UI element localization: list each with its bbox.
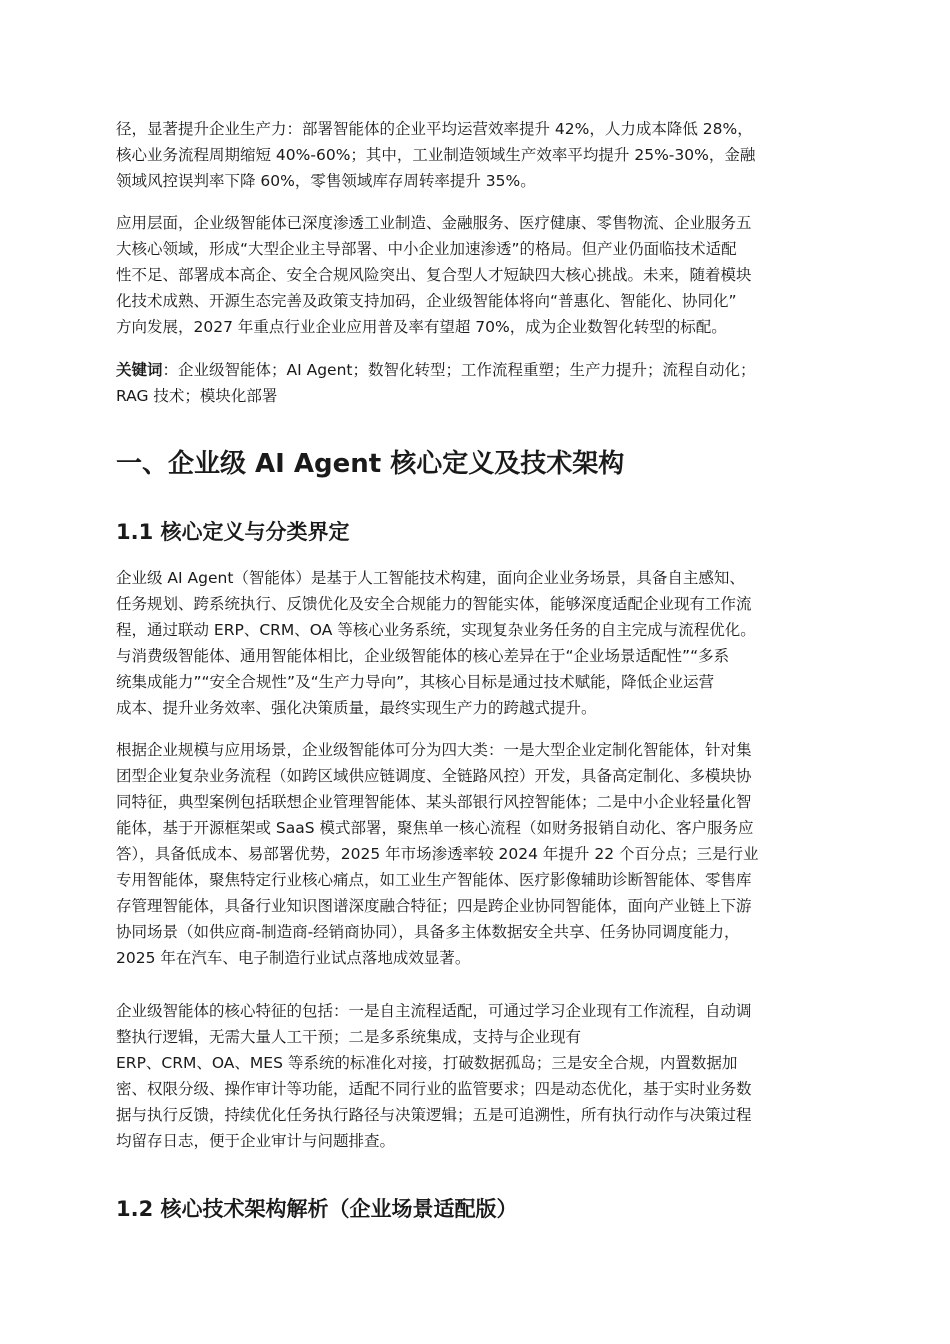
text-line: 均留存日志，便于企业审计与问题排查。: [116, 1132, 396, 1150]
section-1-1-heading: 1.1 核心定义与分类界定: [116, 520, 350, 544]
keywords-paragraph: [116, 357, 836, 409]
text-line: 同特征，典型案例包括联想企业管理智能体、某头部银行风控智能体；二是中小企业轻量化智: [116, 793, 752, 811]
text-line: 存管理智能体，具备行业知识图谱深度融合特征；四是跨企业协同智能体，面向产业链上下游: [116, 897, 752, 915]
abstract-continuation-paragraph: [116, 116, 836, 194]
keywords-line: [116, 357, 836, 383]
text-line: 化技术成熟、开源生态完善及政策支持加码，企业级智能体将向“普惠化、智能化、协同化”: [116, 292, 737, 310]
keywords-label: 关键词: [116, 361, 163, 379]
text-line: 企业级智能体的核心特征的包括：一是自主流程适配，可通过学习企业现有工作流程，自动调: [116, 1002, 752, 1020]
text-line: 据与执行反馈，持续优化任务执行路径与决策逻辑；五是可追溯性，所有执行动作与决策过程: [116, 1106, 752, 1124]
text-line: 答），具备低成本、易部署优势，2025 年市场渗透率较 2024 年提升 22 个百分点；三是行业: [116, 845, 759, 863]
text-line: 企业级 AI Agent（智能体）是基于人工智能技术构建，面向企业业务场景，具备自主感知、: [116, 569, 745, 587]
definition-paragraph: [116, 565, 836, 721]
text-line: 径，显著提升企业生产力：部署智能体的企业平均运营效率提升 42%，人力成本降低 28%，: [116, 120, 753, 138]
text-line: 程，通过联动 ERP、CRM、OA 等核心业务系统，实现复杂业务任务的自主完成与流程优化。: [116, 621, 756, 639]
text-line: 能体，基于开源框架或 SaaS 模式部署，聚焦单一核心流程（如财务报销自动化、客户服务应: [116, 819, 754, 837]
text-line: 团型企业复杂业务流程（如跨区域供应链调度、全链路风控）开发，具备高定制化、多模块协: [116, 767, 752, 785]
text-line: 领域风控误判率下降 60%，零售领域库存周转率提升 35%。: [116, 172, 536, 190]
text-line: 专用智能体，聚焦特定行业核心痛点，如工业生产智能体、医疗影像辅助诊断智能体、零售库: [116, 871, 752, 889]
text-line: 方向发展，2027 年重点行业企业应用普及率有望超 70%，成为企业数智化转型的标配。: [116, 318, 727, 336]
text-line: 协同场景（如供应商-制造商-经销商协同），具备多主体数据安全共享、任务协同调度能力，: [116, 923, 740, 941]
text-line: 核心业务流程周期缩短 40%-60%；其中，工业制造领域生产效率平均提升 25%-30%，金融: [116, 146, 756, 164]
text-line: 根据企业规模与应用场景，企业级智能体可分为四大类：一是大型企业定制化智能体，针对集: [116, 741, 752, 759]
text-line: 成本、提升业务效率、强化决策质量，最终实现生产力的跨越式提升。: [116, 699, 597, 717]
keywords-list: ：企业级智能体；AI Agent；数智化转型；工作流程重塑；生产力提升；流程自动化；: [162, 361, 756, 379]
text-line: 2025 年在汽车、电子制造行业试点落地成效显著。: [116, 949, 471, 967]
abstract-applications-paragraph: [116, 210, 836, 340]
features-paragraph: [116, 998, 836, 1154]
text-line: ERP、CRM、OA、MES 等系统的标准化对接，打破数据孤岛；三是安全合规，内置数据加: [116, 1054, 738, 1072]
section-1-2-heading: 1.2 核心技术架构解析（企业场景适配版）: [116, 1197, 518, 1221]
text-line: 密、权限分级、操作审计等功能，适配不同行业的监管要求；四是动态优化，基于实时业务数: [116, 1080, 752, 1098]
text-line: 与消费级智能体、通用智能体相比，企业级智能体的核心差异在于“企业场景适配性”“多系: [116, 647, 730, 665]
keywords-line: RAG 技术；模块化部署: [116, 387, 278, 405]
text-line: 应用层面，企业级智能体已深度渗透工业制造、金融服务、医疗健康、零售物流、企业服务五: [116, 214, 752, 232]
section-1-heading: 一、企业级 AI Agent 核心定义及技术架构: [116, 449, 625, 479]
classification-paragraph: [116, 737, 836, 971]
text-line: 任务规划、跨系统执行、反馈优化及安全合规能力的智能实体，能够深度适配企业现有工作流: [116, 595, 752, 613]
text-line: 性不足、部署成本高企、安全合规风险突出、复合型人才短缺四大核心挑战。未来，随着模块: [116, 266, 752, 284]
text-line: 大核心领域，形成“大型企业主导部署、中小企业加速渗透”的格局。但产业仍面临技术适配: [116, 240, 737, 258]
text-line: 整执行逻辑，无需大量人工干预；二是多系统集成，支持与企业现有: [116, 1028, 582, 1046]
text-line: 统集成能力”“安全合规性”及“生产力导向”，其核心目标是通过技术赋能，降低企业运营: [116, 673, 715, 691]
